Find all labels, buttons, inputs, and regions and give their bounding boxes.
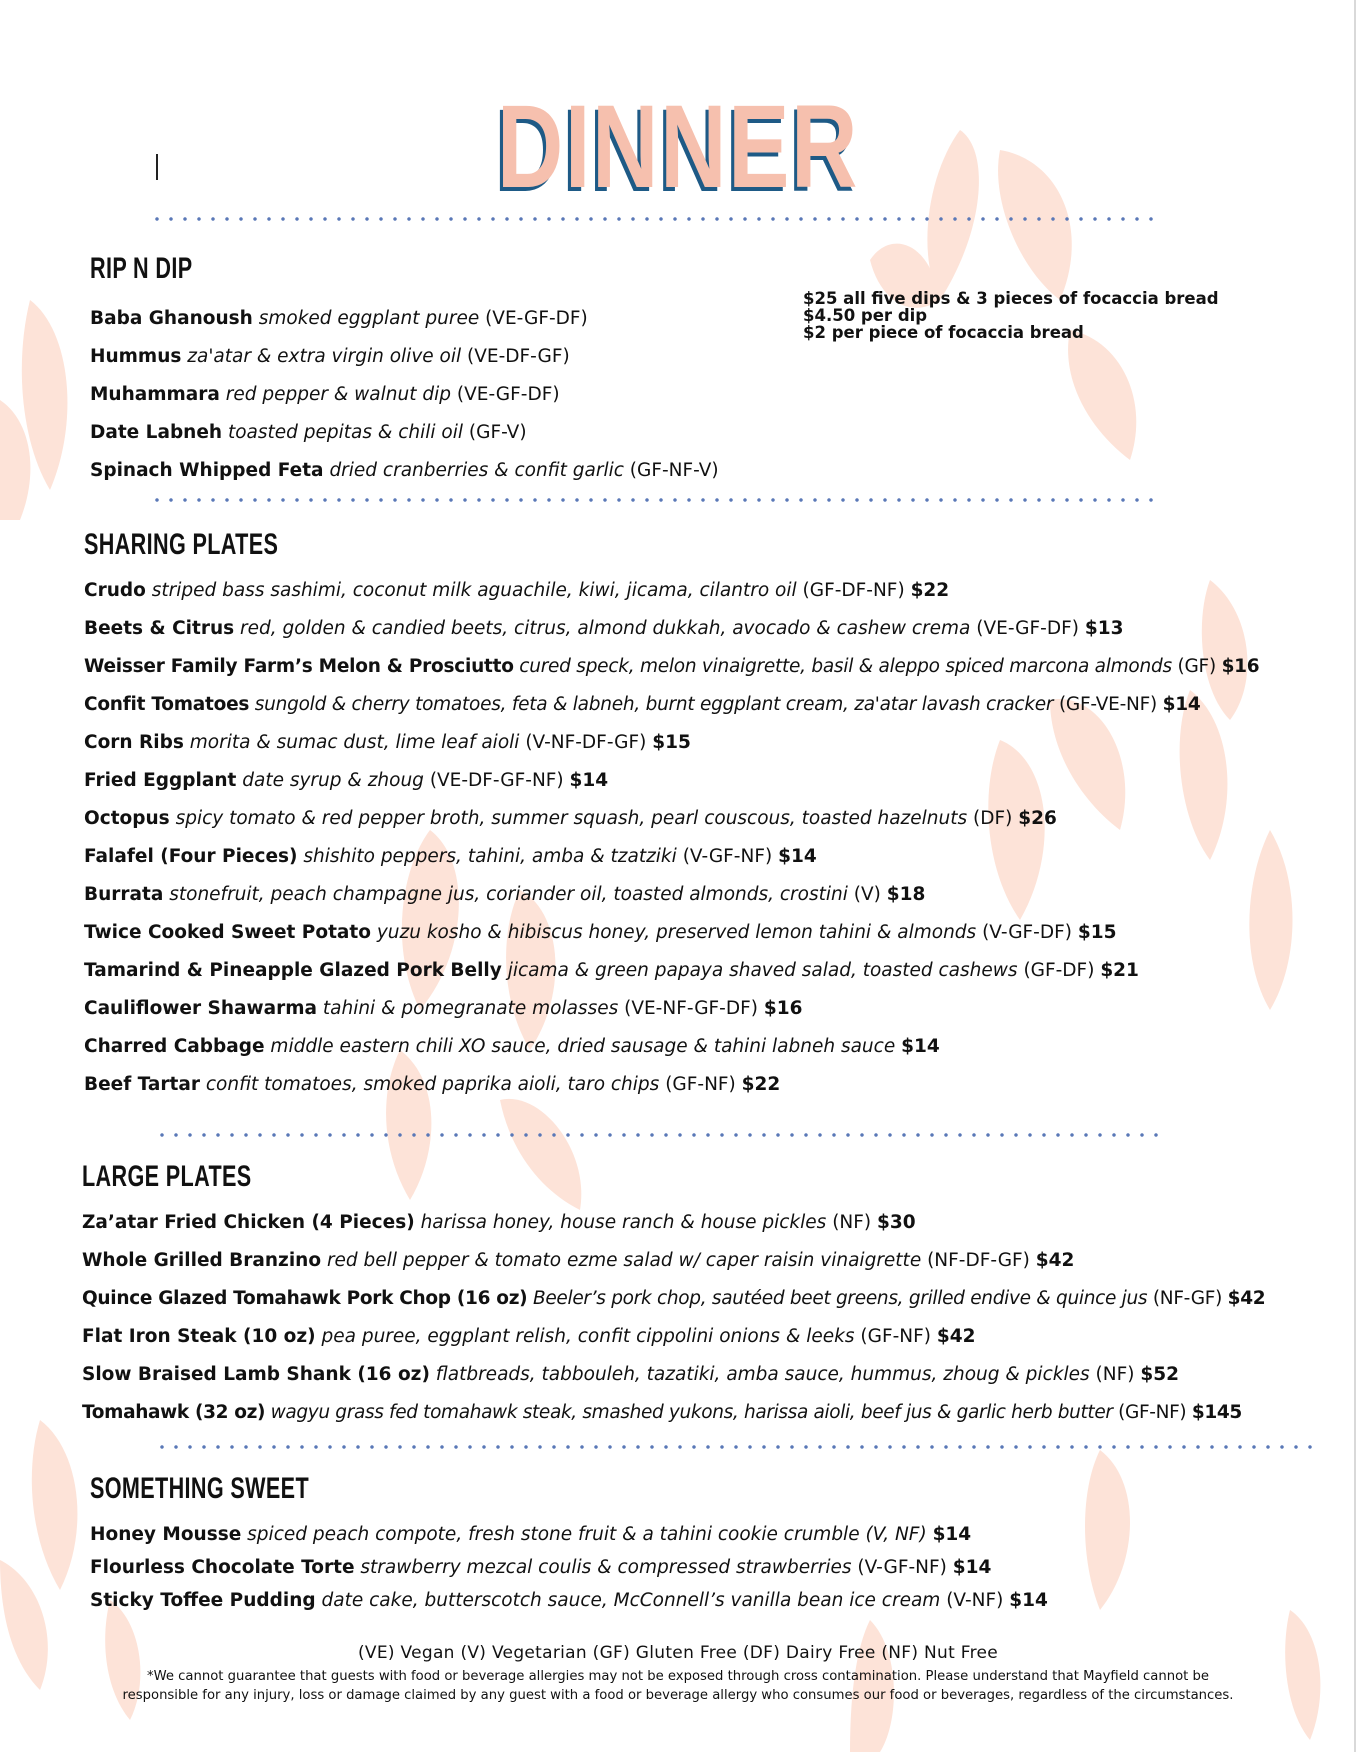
item-price: $26 (1018, 808, 1057, 829)
menu-item (84, 762, 1259, 800)
item-description: jicama & green papaya shaved salad, toasted cashews (507, 960, 1018, 981)
item-price: $16 (763, 998, 803, 1019)
dip-price-line: $4.50 per dip (803, 306, 928, 325)
item-dietary-tags: (GF-V) (468, 422, 527, 443)
item-dietary-tags: (VE-GF-DF) (976, 618, 1079, 639)
item-description: stonefruit, peach champagne jus, coriander oil, toasted almonds, crostini (169, 884, 848, 905)
menu-item (84, 800, 1259, 838)
menu-list-something-sweet (90, 1518, 1048, 1617)
menu-list-sharing-plates (84, 572, 1259, 1104)
menu-item (84, 572, 1259, 610)
item-dietary-tags: (VE-NF-GF-DF) (624, 998, 758, 1019)
item-dietary-tags: (V) (853, 884, 881, 905)
item-name: Baba Ghanoush (90, 308, 253, 329)
item-description: wagyu grass fed tomahawk steak, smashed yukons, harissa aioli, beef jus & garlic herb butter (270, 1402, 1113, 1423)
item-dietary-tags: (V-NF) (946, 1590, 1004, 1611)
item-name: Crudo (84, 580, 146, 601)
item-price: $42 (1035, 1250, 1075, 1271)
item-price: $16 (1221, 656, 1260, 677)
item-name: Hummus (90, 346, 182, 367)
menu-item (90, 1518, 1048, 1551)
item-description: confit tomatoes, smoked paprika aioli, taro chips (205, 1074, 660, 1095)
item-name: Charred Cabbage (84, 1036, 265, 1057)
menu-list-large-plates (82, 1204, 1265, 1432)
item-dietary-tags: (V-GF-NF) (682, 846, 773, 867)
item-dietary-tags: (VE-GF-DF) (485, 308, 588, 329)
item-description: shishito peppers, tahini, amba & tzatziki (303, 846, 677, 867)
page-title: DINNER (496, 81, 860, 213)
menu-item (90, 338, 719, 376)
menu-item (84, 686, 1259, 724)
item-name: Za’atar Fried Chicken (4 Pieces) (82, 1212, 415, 1233)
item-price: $14 (569, 770, 609, 791)
item-name: Beets & Citrus (84, 618, 235, 639)
item-name: Date Labneh (90, 422, 223, 443)
section-divider (150, 497, 1160, 503)
item-dietary-tags: (GF-NF-V) (629, 460, 719, 481)
item-description: date syrup & zhoug (242, 770, 424, 791)
item-dietary-tags: (V-NF-DF-GF) (525, 732, 647, 753)
item-dietary-tags: (GF-DF-NF) (802, 580, 905, 601)
item-name: Spinach Whipped Feta (90, 460, 324, 481)
section-title-large-plates: LARGE PLATES (82, 1160, 252, 1193)
item-description: morita & sumac dust, lime leaf aioli (189, 732, 520, 753)
item-dietary-tags: (GF-NF) (665, 1074, 736, 1095)
item-description: sungold & cherry tomatoes, feta & labneh, burnt eggplant cream, za'atar lavash cracker (254, 694, 1054, 715)
menu-item (82, 1204, 1265, 1242)
item-dietary-tags: (NF) (1095, 1364, 1135, 1385)
menu-item (84, 1066, 1259, 1104)
section-title-sharing-plates: SHARING PLATES (84, 528, 279, 561)
item-description: strawberry mezcal coulis & compressed strawberries (360, 1557, 852, 1578)
item-price: $14 (1009, 1590, 1048, 1611)
item-dietary-tags: (GF-DF) (1023, 960, 1095, 981)
item-name: Burrata (84, 884, 164, 905)
menu-item (84, 610, 1259, 648)
item-description: dried cranberries & confit garlic (329, 460, 624, 481)
item-description: cured speck, melon vinaigrette, basil & aleppo spiced marcona almonds (519, 656, 1172, 677)
item-price: $15 (652, 732, 691, 753)
menu-item (84, 876, 1259, 914)
item-description: red bell pepper & tomato ezme salad w/ caper raisin vinaigrette (326, 1250, 922, 1271)
item-description: yuzu kosho & hibiscus honey, preserved lemon tahini & almonds (376, 922, 977, 943)
item-description: red pepper & walnut dip (225, 384, 451, 405)
menu-item (82, 1394, 1265, 1432)
menu-item (82, 1242, 1265, 1280)
item-name: Sticky Toffee Pudding (90, 1590, 316, 1611)
menu-item (84, 648, 1259, 686)
item-dietary-tags: (NF-DF-GF) (927, 1250, 1030, 1271)
menu-item (84, 952, 1259, 990)
dip-pricing-note (803, 290, 1219, 341)
item-name: Twice Cooked Sweet Potato (84, 922, 371, 943)
item-dietary-tags: (VE-GF-DF) (456, 384, 560, 405)
item-dietary-tags: (V-GF-NF) (857, 1557, 947, 1578)
section-divider (155, 1444, 1315, 1450)
menu-item (90, 376, 719, 414)
item-name: Weisser Family Farm’s Melon & Prosciutto (84, 656, 514, 677)
menu-item (82, 1356, 1265, 1394)
item-description: Beeler’s pork chop, sautéed beet greens, grilled endive & quince jus (532, 1288, 1148, 1309)
section-divider (155, 1132, 1165, 1138)
item-price: $145 (1191, 1402, 1242, 1423)
menu-list-rip-n-dip (90, 300, 719, 490)
menu-item (82, 1318, 1265, 1356)
item-description: striped bass sashimi, coconut milk aguachile, kiwi, jicama, cilantro oil (151, 580, 797, 601)
menu-item (90, 300, 719, 338)
item-description: pea puree, eggplant relish, confit cippolini onions & leeks (321, 1326, 855, 1347)
item-name: Falafel (Four Pieces) (84, 846, 298, 867)
item-price: $14 (952, 1557, 992, 1578)
menu-item (82, 1280, 1265, 1318)
menu-item (84, 914, 1259, 952)
dip-price-line: $25 all five dips & 3 pieces of focaccia bread (803, 289, 1219, 308)
item-name: Octopus (84, 808, 170, 829)
item-description: date cake, butterscotch sauce, McConnell’s vanilla bean ice cream (321, 1590, 941, 1611)
item-description: middle eastern chili XO sauce, dried sausage & tahini labneh sauce (270, 1036, 896, 1057)
item-dietary-tags: (GF) (1177, 656, 1216, 677)
menu-item (90, 414, 719, 452)
item-price: $42 (936, 1326, 976, 1347)
menu-item (84, 990, 1259, 1028)
menu-item (90, 1551, 1048, 1584)
item-name: Cauliflower Shawarma (84, 998, 317, 1019)
item-description: spiced peach compote, fresh stone fruit & a tahini cookie crumble (V, NF) (247, 1524, 927, 1545)
item-price: $14 (932, 1524, 972, 1545)
menu-item (84, 724, 1259, 762)
item-description: red, golden & candied beets, citrus, almond dukkah, avocado & cashew crema (240, 618, 971, 639)
item-dietary-tags: (VE-DF-GF) (467, 346, 570, 367)
item-price: $21 (1100, 960, 1139, 981)
item-name: Whole Grilled Branzino (82, 1250, 322, 1271)
item-name: Confit Tomatoes (84, 694, 250, 715)
item-dietary-tags: (VE-DF-GF-NF) (429, 770, 564, 791)
section-title-something-sweet: SOMETHING SWEET (90, 1472, 310, 1505)
item-price: $15 (1077, 922, 1117, 943)
item-price: $13 (1084, 618, 1124, 639)
item-dietary-tags: (NF-GF) (1152, 1288, 1223, 1309)
item-price: $42 (1227, 1288, 1266, 1309)
allergy-disclaimer: *We cannot guarantee that guests with food or beverage allergies may not be exposed through cross contamination. Please understand that Mayfield cannot be responsible for any injury, loss or damage claimed by any guest with a food or beverage allergy who consumes our food or beverages, regardless of the circumstances. (122, 1669, 1234, 1703)
item-dietary-tags: (V-GF-DF) (982, 922, 1072, 943)
item-dietary-tags: (DF) (973, 808, 1013, 829)
item-description: harissa honey, house ranch & house pickles (420, 1212, 827, 1233)
item-description: flatbreads, tabbouleh, tazatiki, amba sauce, hummus, zhoug & pickles (435, 1364, 1090, 1385)
section-title-rip-n-dip: RIP N DIP (90, 252, 193, 285)
item-description: toasted pepitas & chili oil (227, 422, 463, 443)
menu-item (84, 838, 1259, 876)
item-name: Honey Mousse (90, 1524, 242, 1545)
item-price: $22 (741, 1074, 781, 1095)
section-divider (150, 216, 1160, 222)
item-price: $18 (886, 884, 926, 905)
item-description: smoked eggplant puree (258, 308, 480, 329)
dip-price-line: $2 per piece of focaccia bread (803, 323, 1084, 342)
item-dietary-tags: (GF-NF) (1118, 1402, 1187, 1423)
item-name: Corn Ribs (84, 732, 184, 753)
dietary-legend: (VE) Vegan (V) Vegetarian (GF) Gluten Free (DF) Dairy Free (NF) Nut Free (357, 1643, 999, 1663)
item-name: Slow Braised Lamb Shank (16 oz) (82, 1364, 430, 1385)
menu-item (90, 1584, 1048, 1617)
item-description: za'atar & extra virgin olive oil (187, 346, 462, 367)
item-price: $14 (901, 1036, 940, 1057)
menu-item (90, 452, 719, 490)
item-price: $14 (1162, 694, 1201, 715)
item-price: $14 (778, 846, 817, 867)
item-description: spicy tomato & red pepper broth, summer squash, pearl couscous, toasted hazelnuts (175, 808, 968, 829)
item-name: Tomahawk (32 oz) (82, 1402, 266, 1423)
item-name: Flat Iron Steak (10 oz) (82, 1326, 316, 1347)
item-name: Tamarind & Pineapple Glazed Pork Belly (84, 960, 502, 981)
item-description: tahini & pomegranate molasses (322, 998, 619, 1019)
item-dietary-tags: (GF-NF) (860, 1326, 931, 1347)
item-price: $22 (910, 580, 950, 601)
item-dietary-tags: (NF) (832, 1212, 872, 1233)
item-name: Muhammara (90, 384, 220, 405)
item-price: $52 (1140, 1364, 1179, 1385)
item-dietary-tags: (GF-VE-NF) (1058, 694, 1157, 715)
item-name: Fried Eggplant (84, 770, 237, 791)
menu-item (84, 1028, 1259, 1066)
item-name: Beef Tartar (84, 1074, 200, 1095)
item-name: Flourless Chocolate Torte (90, 1557, 355, 1578)
item-price: $30 (877, 1212, 916, 1233)
item-name: Quince Glazed Tomahawk Pork Chop (16 oz) (82, 1288, 528, 1309)
